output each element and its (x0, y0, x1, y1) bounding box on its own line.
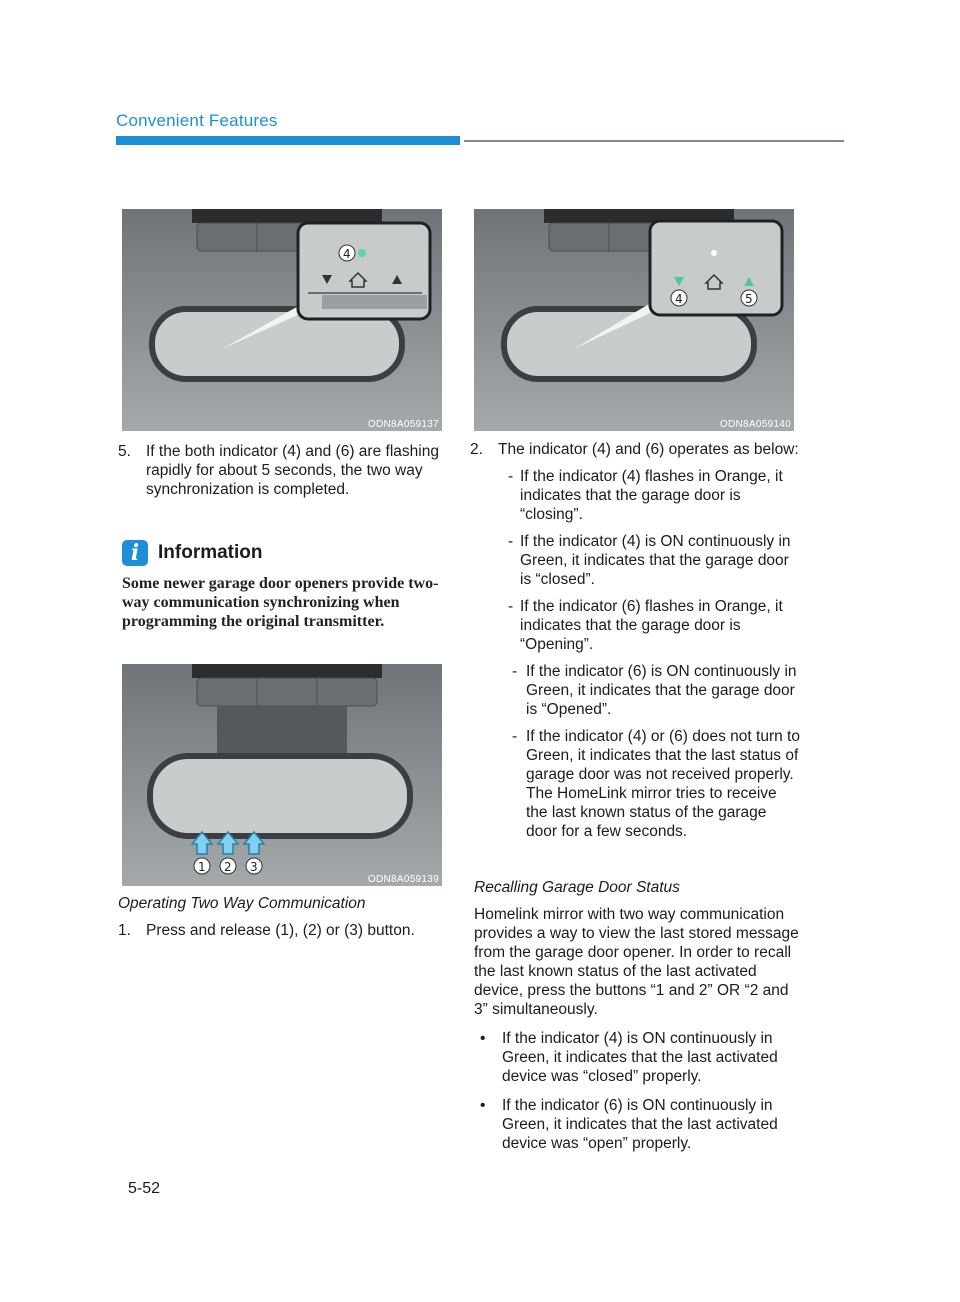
header-rule (464, 140, 844, 142)
bullet-item: • If the indicator (4) is ON continuously in Green, it indicates that the last activated device was “closed” properly. (480, 1030, 778, 1085)
figure-mirror-indicators-4-5 (474, 209, 794, 431)
bullet-item: • If the indicator (6) is ON continuously in Green, it indicates that the last activated device was “open” properly. (480, 1097, 778, 1152)
info-icon: i (122, 540, 148, 566)
figure-mirror-buttons-1-2-3 (122, 664, 442, 886)
recall-paragraph: Homelink mirror with two way communication provides a way to view the last stored message from the garage door opener. In order to recall the last known status of the last activated device, press the buttons “1 and 2” OR “2 and 3” simultaneously. (474, 906, 799, 1018)
callout-4-label: 4 (675, 292, 683, 306)
step-number: 2. (470, 441, 483, 458)
dash-item: - If the indicator (6) is ON continuously in Green, it indicates that the garage door is “Opened”. (512, 663, 797, 718)
button-1-label: 1 (198, 860, 206, 874)
step-text: The indicator (4) and (6) operates as below: (498, 441, 799, 458)
dash-item: - If the indicator (6) flashes in Orange, it indicates that the garage door is “Opening”. (508, 598, 783, 653)
operating-heading: Operating Two Way Communication (118, 895, 366, 912)
button-2-label: 2 (224, 860, 232, 874)
step-number: 5. (118, 443, 131, 460)
dash-item: - If the indicator (4) or (6) does not turn to Green, it indicates that the last status of garage door was not received properly. The HomeLink mirror tries to receive the last known status of the garage door for a few seconds. (512, 728, 800, 840)
step-2 (470, 440, 800, 841)
figure-code: ODN8A059139 (367, 874, 439, 885)
step-number: 1. (118, 922, 131, 939)
figure-code: ODN8A059137 (367, 419, 439, 430)
recall-section (474, 878, 804, 1153)
step-text: Press and release (1), (2) or (3) button. (146, 922, 415, 939)
information-box (122, 540, 452, 631)
figure-code: ODN8A059140 (719, 419, 791, 430)
figure-mirror-indicator-4 (122, 209, 442, 431)
step-5 (118, 442, 442, 499)
step-text: If the both indicator (4) and (6) are flashing rapidly for about 5 seconds, the two way synchronization is completed. (146, 443, 439, 498)
info-title: Information (158, 542, 263, 563)
operating-section (118, 894, 448, 940)
button-3-label: 3 (250, 860, 258, 874)
section-title: Convenient Features (116, 111, 278, 130)
dash-item: - If the indicator (4) is ON continuously in Green, it indicates that the garage door is “closed”. (508, 533, 791, 588)
recall-heading: Recalling Garage Door Status (474, 879, 680, 896)
dash-item: - If the indicator (4) flashes in Orange, it indicates that the garage door is “closing”. (508, 468, 783, 523)
info-body: Some newer garage door openers provide two-way communication synchronizing when programming the original transmitter. (122, 575, 439, 630)
header-accent-bar (116, 136, 460, 145)
callout-4-label: 4 (343, 247, 351, 261)
callout-5-label: 5 (745, 292, 753, 306)
page-number: 5-52 (128, 1180, 161, 1197)
